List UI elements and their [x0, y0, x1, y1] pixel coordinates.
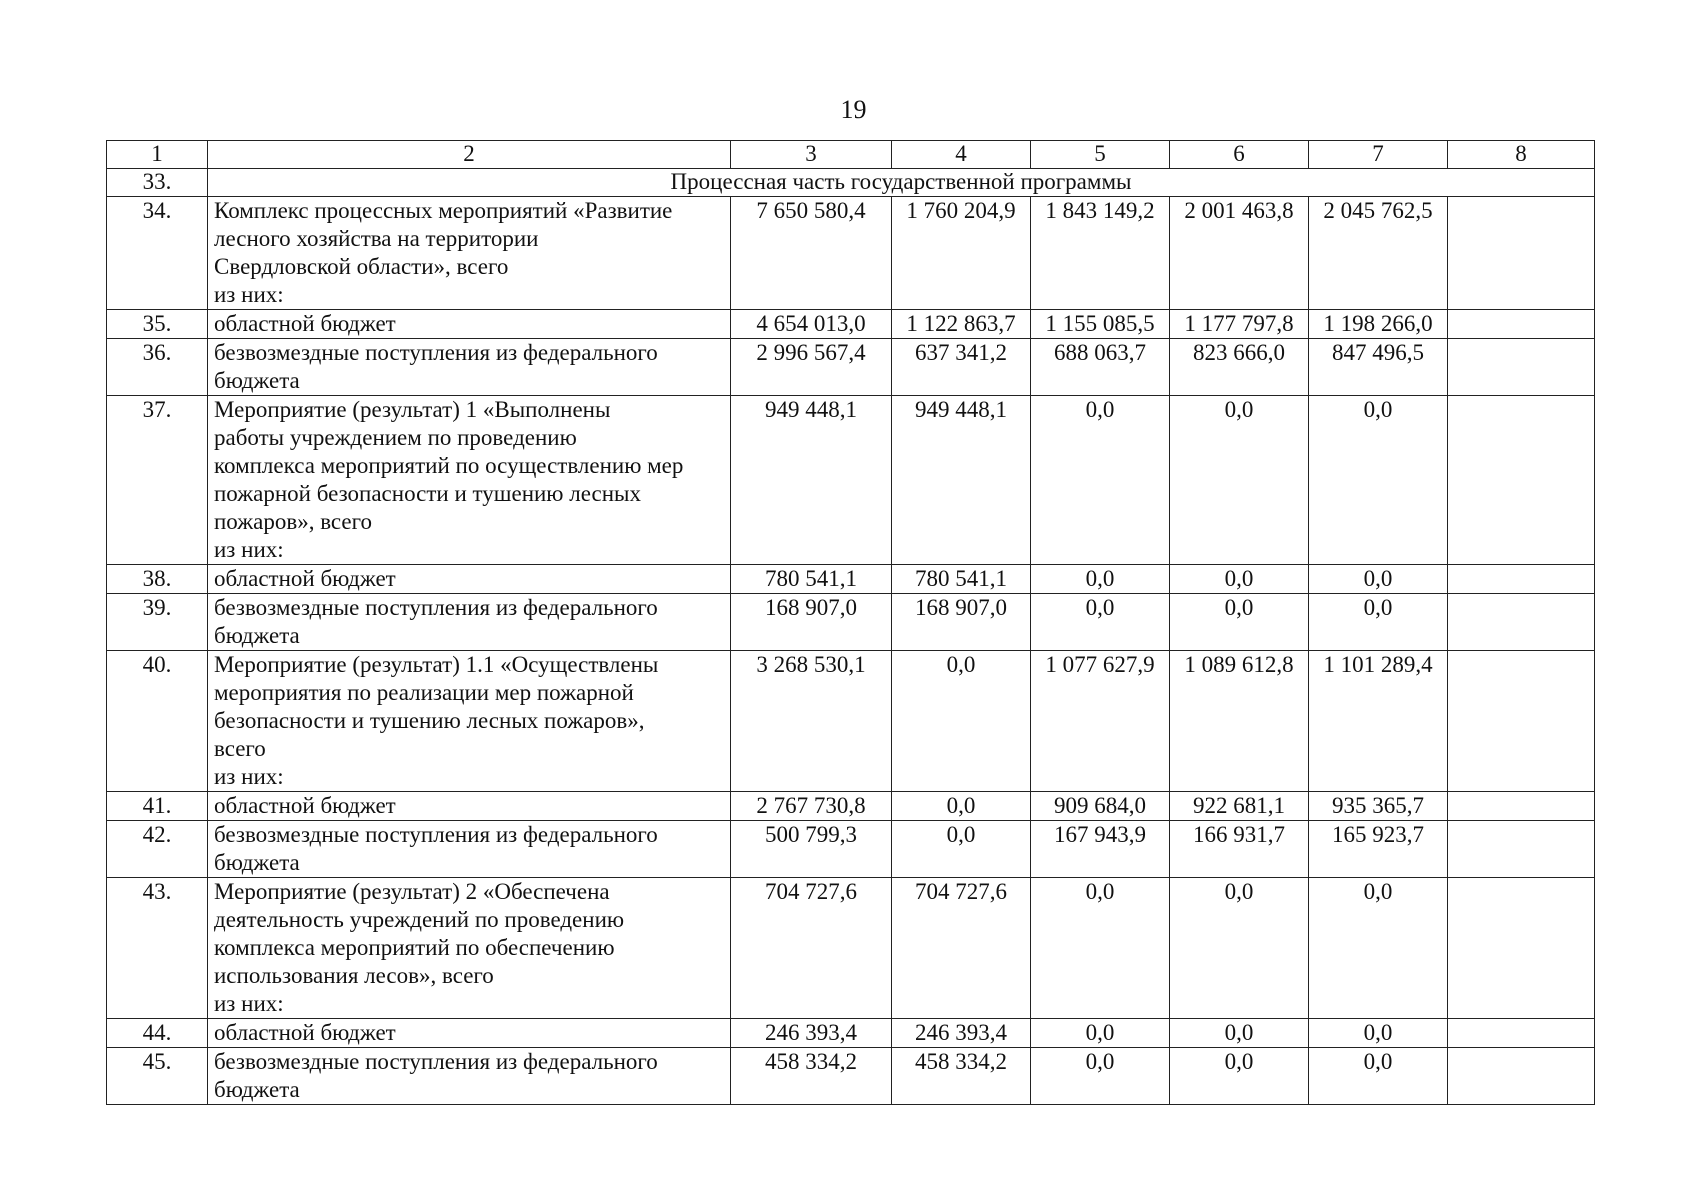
description-line: из них: — [214, 537, 284, 562]
row-number: 40. — [107, 651, 208, 792]
value-cell-col3: 2 996 567,4 — [731, 339, 892, 396]
description-line: безвозмездные поступления из федерального — [214, 1049, 658, 1074]
description-line: областной бюджет — [214, 311, 396, 336]
description-line: безвозмездные поступления из федерального — [214, 340, 658, 365]
table-row — [107, 565, 1595, 594]
value-cell-col5: 0,0 — [1031, 1048, 1170, 1105]
value-cell-col7: 0,0 — [1309, 565, 1448, 594]
value-cell-col8 — [1448, 821, 1595, 878]
page-number: 19 — [840, 95, 867, 124]
value-cell-col5: 1 077 627,9 — [1031, 651, 1170, 792]
value-cell-col8 — [1448, 310, 1595, 339]
value-cell-col4: 780 541,1 — [892, 565, 1031, 594]
table-row — [107, 594, 1595, 651]
table-row — [107, 821, 1595, 878]
value-cell-col3: 704 727,6 — [731, 878, 892, 1019]
value-cell-col7: 0,0 — [1309, 878, 1448, 1019]
description-line: Мероприятие (результат) 1 «Выполнены — [214, 397, 611, 422]
value-cell-col5: 1 843 149,2 — [1031, 197, 1170, 310]
section-title: Процессная часть государственной программы — [208, 169, 1595, 197]
description-line: из них: — [214, 991, 284, 1016]
row-number: 41. — [107, 792, 208, 821]
row-number: 42. — [107, 821, 208, 878]
description-line: Комплекс процессных мероприятий «Развитие — [214, 198, 673, 223]
value-cell-col8 — [1448, 1048, 1595, 1105]
value-cell-col3: 4 654 013,0 — [731, 310, 892, 339]
value-cell-col8 — [1448, 197, 1595, 310]
description-line: деятельность учреждений по проведению — [214, 907, 625, 932]
value-cell-col3: 7 650 580,4 — [731, 197, 892, 310]
row-description — [208, 651, 731, 792]
value-cell-col5: 688 063,7 — [1031, 339, 1170, 396]
value-cell-col8 — [1448, 651, 1595, 792]
row-number: 36. — [107, 339, 208, 396]
value-cell-col6: 0,0 — [1170, 396, 1309, 565]
description-line: комплекса мероприятий по осуществлению мер — [214, 453, 684, 478]
section-row — [107, 169, 1595, 197]
row-number: 44. — [107, 1019, 208, 1048]
description-line: областной бюджет — [214, 793, 396, 818]
value-cell-col4: 1 760 204,9 — [892, 197, 1031, 310]
description-line: безвозмездные поступления из федерального — [214, 595, 658, 620]
value-cell-col7: 935 365,7 — [1309, 792, 1448, 821]
table-row — [107, 1048, 1595, 1105]
row-number: 38. — [107, 565, 208, 594]
value-cell-col5: 0,0 — [1031, 594, 1170, 651]
value-cell-col7: 1 198 266,0 — [1309, 310, 1448, 339]
value-cell-col3: 458 334,2 — [731, 1048, 892, 1105]
description-line: из них: — [214, 282, 284, 307]
description-line: бюджета — [214, 850, 300, 875]
row-description — [208, 1019, 731, 1048]
value-cell-col6: 1 177 797,8 — [1170, 310, 1309, 339]
value-cell-col4: 704 727,6 — [892, 878, 1031, 1019]
value-cell-col4: 0,0 — [892, 821, 1031, 878]
description-line: областной бюджет — [214, 566, 396, 591]
value-cell-col8 — [1448, 594, 1595, 651]
row-number: 37. — [107, 396, 208, 565]
description-line: безвозмездные поступления из федерального — [214, 822, 658, 847]
description-line: безопасности и тушению лесных пожаров», — [214, 708, 645, 733]
description-line: бюджета — [214, 1077, 300, 1102]
value-cell-col7: 165 923,7 — [1309, 821, 1448, 878]
value-cell-col7: 0,0 — [1309, 396, 1448, 565]
value-cell-col6: 0,0 — [1170, 594, 1309, 651]
value-cell-col6: 0,0 — [1170, 1048, 1309, 1105]
row-description — [208, 792, 731, 821]
description-line: мероприятия по реализации мер пожарной — [214, 680, 634, 705]
value-cell-col6: 922 681,1 — [1170, 792, 1309, 821]
value-cell-col3: 500 799,3 — [731, 821, 892, 878]
value-cell-col3: 780 541,1 — [731, 565, 892, 594]
column-number: 2 — [208, 141, 731, 169]
value-cell-col8 — [1448, 1019, 1595, 1048]
row-description — [208, 310, 731, 339]
row-number: 45. — [107, 1048, 208, 1105]
value-cell-col7: 1 101 289,4 — [1309, 651, 1448, 792]
table-row — [107, 792, 1595, 821]
column-number: 1 — [107, 141, 208, 169]
description-line: из них: — [214, 764, 284, 789]
column-number: 5 — [1031, 141, 1170, 169]
value-cell-col4: 1 122 863,7 — [892, 310, 1031, 339]
value-cell-col5: 0,0 — [1031, 878, 1170, 1019]
value-cell-col8 — [1448, 565, 1595, 594]
value-cell-col3: 168 907,0 — [731, 594, 892, 651]
value-cell-col4: 949 448,1 — [892, 396, 1031, 565]
value-cell-col7: 847 496,5 — [1309, 339, 1448, 396]
row-description — [208, 821, 731, 878]
description-line: Мероприятие (результат) 1.1 «Осуществлены — [214, 652, 659, 677]
description-line: всего — [214, 736, 266, 761]
column-number: 4 — [892, 141, 1031, 169]
description-line: областной бюджет — [214, 1020, 396, 1045]
row-description — [208, 396, 731, 565]
row-description — [208, 594, 731, 651]
table-row — [107, 878, 1595, 1019]
row-number: 34. — [107, 197, 208, 310]
table-row — [107, 310, 1595, 339]
value-cell-col3: 2 767 730,8 — [731, 792, 892, 821]
value-cell-col7: 0,0 — [1309, 1048, 1448, 1105]
value-cell-col4: 0,0 — [892, 792, 1031, 821]
value-cell-col6: 0,0 — [1170, 1019, 1309, 1048]
value-cell-col4: 168 907,0 — [892, 594, 1031, 651]
description-line: комплекса мероприятий по обеспечению — [214, 935, 615, 960]
description-line: Мероприятие (результат) 2 «Обеспечена — [214, 879, 610, 904]
value-cell-col3: 246 393,4 — [731, 1019, 892, 1048]
column-number-row — [107, 141, 1595, 169]
row-number: 35. — [107, 310, 208, 339]
value-cell-col4: 637 341,2 — [892, 339, 1031, 396]
table-row — [107, 651, 1595, 792]
description-line: бюджета — [214, 368, 300, 393]
column-number: 3 — [731, 141, 892, 169]
value-cell-col4: 0,0 — [892, 651, 1031, 792]
value-cell-col6: 1 089 612,8 — [1170, 651, 1309, 792]
description-line: пожарной безопасности и тушению лесных — [214, 481, 641, 506]
row-number: 43. — [107, 878, 208, 1019]
row-number: 39. — [107, 594, 208, 651]
row-description — [208, 339, 731, 396]
value-cell-col3: 3 268 530,1 — [731, 651, 892, 792]
value-cell-col4: 246 393,4 — [892, 1019, 1031, 1048]
budget-table — [106, 140, 1595, 1105]
row-description — [208, 197, 731, 310]
value-cell-col7: 0,0 — [1309, 1019, 1448, 1048]
column-number: 8 — [1448, 141, 1595, 169]
value-cell-col5: 1 155 085,5 — [1031, 310, 1170, 339]
value-cell-col8 — [1448, 339, 1595, 396]
value-cell-col5: 0,0 — [1031, 565, 1170, 594]
column-number: 7 — [1309, 141, 1448, 169]
table-row — [107, 197, 1595, 310]
value-cell-col5: 0,0 — [1031, 396, 1170, 565]
row-description — [208, 878, 731, 1019]
value-cell-col7: 2 045 762,5 — [1309, 197, 1448, 310]
row-description — [208, 565, 731, 594]
table-row — [107, 339, 1595, 396]
table-row — [107, 1019, 1595, 1048]
value-cell-col8 — [1448, 792, 1595, 821]
value-cell-col8 — [1448, 878, 1595, 1019]
description-line: использования лесов», всего — [214, 963, 494, 988]
description-line: пожаров», всего — [214, 509, 372, 534]
value-cell-col6: 0,0 — [1170, 878, 1309, 1019]
value-cell-col5: 909 684,0 — [1031, 792, 1170, 821]
description-line: работы учреждением по проведению — [214, 425, 577, 450]
description-line: Свердловской области», всего — [214, 254, 509, 279]
value-cell-col5: 0,0 — [1031, 1019, 1170, 1048]
value-cell-col7: 0,0 — [1309, 594, 1448, 651]
value-cell-col8 — [1448, 396, 1595, 565]
column-number: 6 — [1170, 141, 1309, 169]
value-cell-col3: 949 448,1 — [731, 396, 892, 565]
value-cell-col5: 167 943,9 — [1031, 821, 1170, 878]
row-number: 33. — [107, 169, 208, 197]
description-line: бюджета — [214, 623, 300, 648]
value-cell-col6: 0,0 — [1170, 565, 1309, 594]
value-cell-col4: 458 334,2 — [892, 1048, 1031, 1105]
value-cell-col6: 166 931,7 — [1170, 821, 1309, 878]
value-cell-col6: 2 001 463,8 — [1170, 197, 1309, 310]
row-description — [208, 1048, 731, 1105]
description-line: лесного хозяйства на территории — [214, 226, 539, 251]
value-cell-col6: 823 666,0 — [1170, 339, 1309, 396]
table-row — [107, 396, 1595, 565]
